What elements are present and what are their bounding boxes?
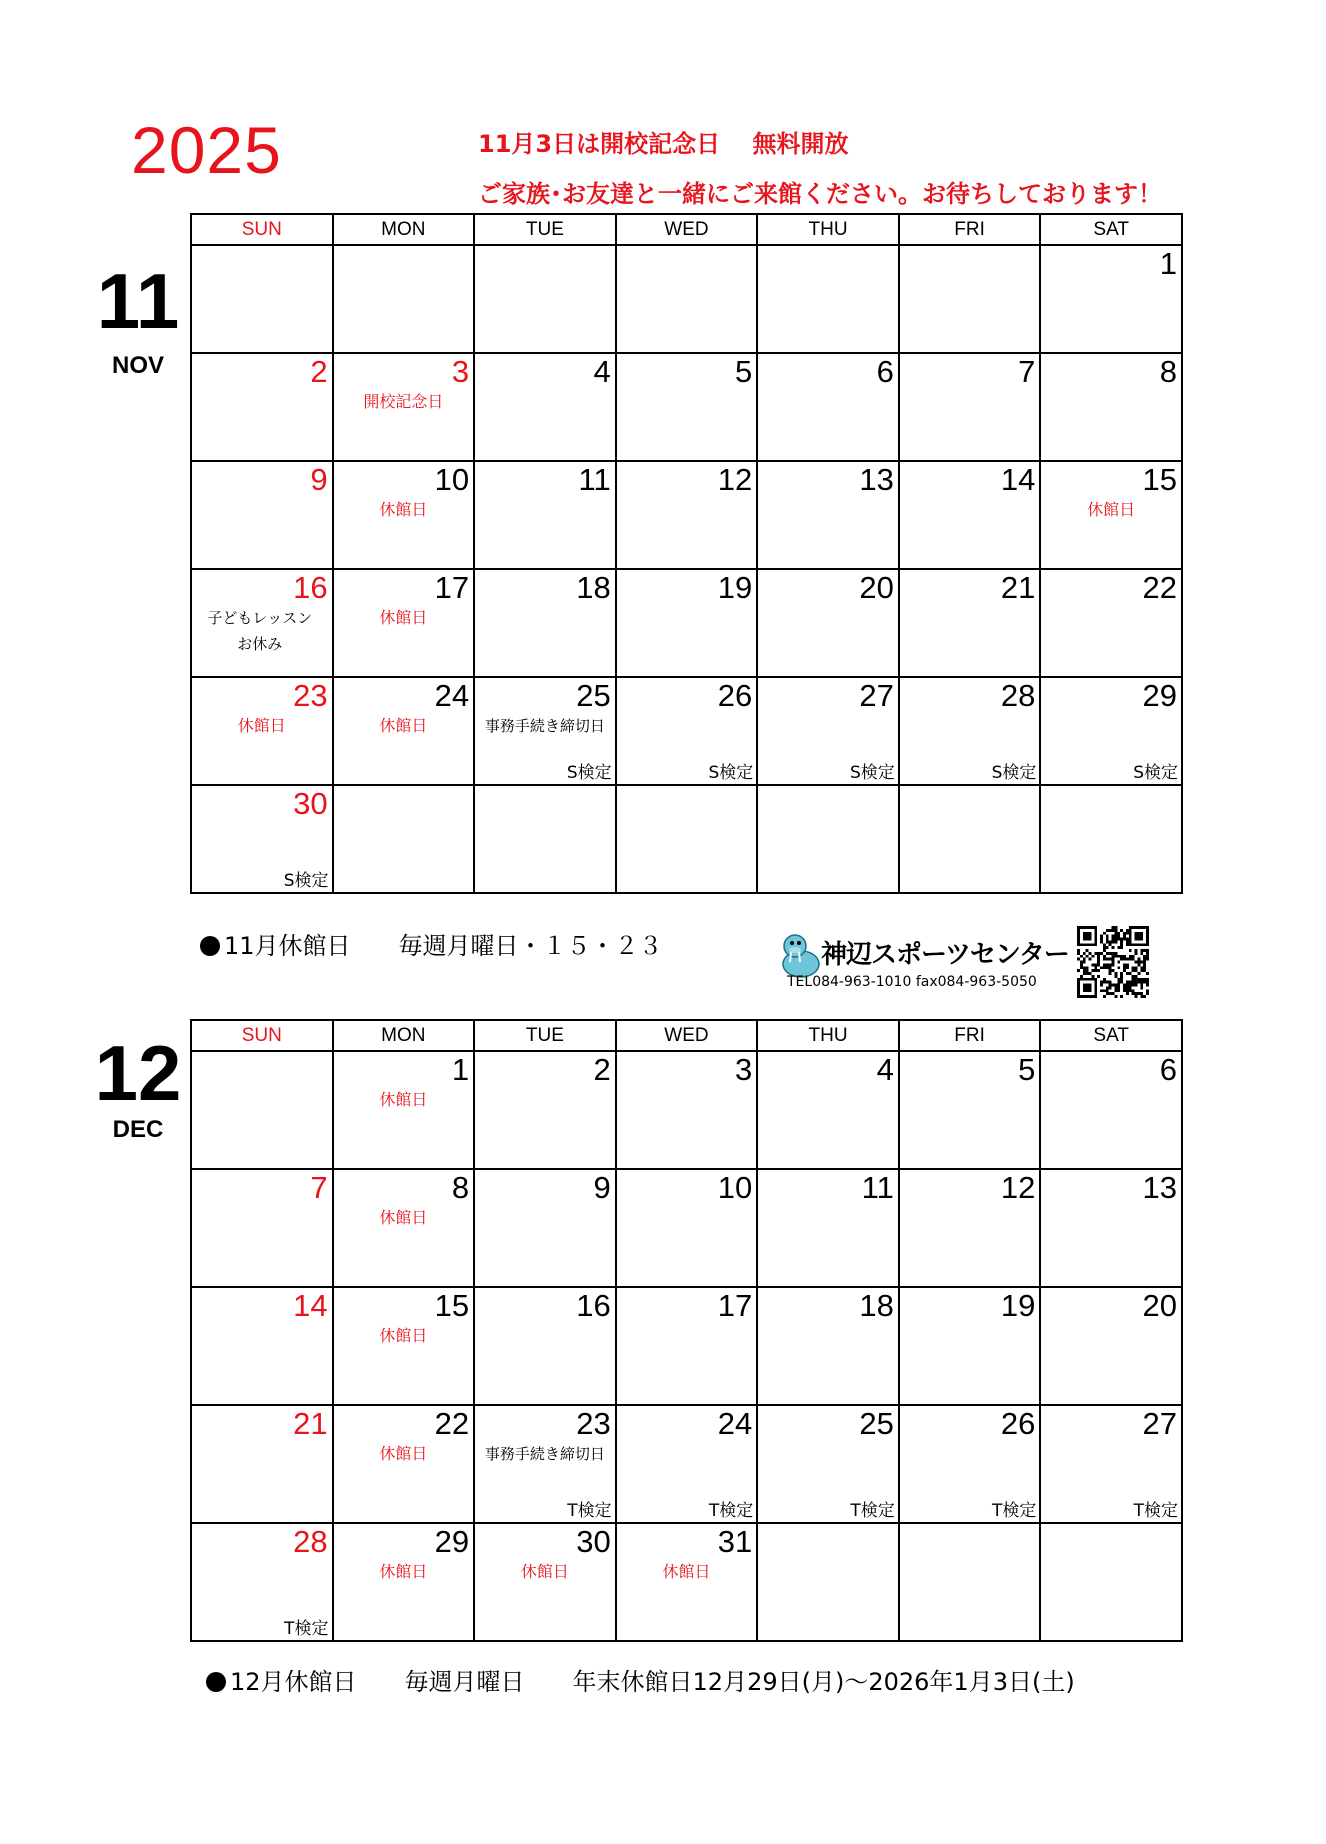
empty-cell	[1040, 785, 1182, 893]
day-event	[1041, 500, 1181, 520]
weekday-header-row	[191, 1020, 1182, 1051]
day-number: 17	[717, 1288, 753, 1323]
day-event-text: 休館日	[379, 500, 428, 519]
day-number: 16	[293, 570, 328, 605]
notice-anniversary: 11月3日は開校記念日 無料開放	[478, 130, 849, 158]
day-cell	[616, 461, 758, 569]
day-event-text: 休館日	[379, 1562, 428, 1581]
week-row	[191, 353, 1182, 461]
day-cell	[191, 1287, 333, 1405]
day-cell	[191, 569, 333, 677]
empty-cell	[333, 785, 475, 893]
day-cell	[757, 461, 899, 569]
weekday-header: THU	[757, 214, 899, 245]
day-event	[475, 1444, 615, 1464]
walrus-mascot-icon	[775, 930, 823, 980]
day-cell	[191, 461, 333, 569]
weekday-header: SUN	[191, 1020, 333, 1051]
day-number: 1	[451, 1052, 470, 1087]
day-number: 19	[1000, 1288, 1036, 1323]
qr-code-icon	[1077, 924, 1149, 1000]
day-number: 22	[434, 1406, 470, 1441]
day-cell	[1040, 245, 1182, 353]
day-number: 13	[859, 462, 894, 497]
day-cell	[899, 461, 1041, 569]
day-event-text: 休館日	[379, 716, 428, 735]
week-row	[191, 677, 1182, 785]
day-number: 19	[717, 570, 753, 605]
center-logo	[775, 924, 1075, 994]
day-event	[334, 1444, 474, 1464]
week-row	[191, 245, 1182, 353]
empty-cell	[757, 245, 899, 353]
weekday-header: WED	[616, 1020, 758, 1051]
day-cell	[616, 353, 758, 461]
day-event	[334, 1090, 474, 1110]
day-cell	[474, 1287, 616, 1405]
day-cell	[474, 1051, 616, 1169]
day-event-text: 休館日	[237, 716, 286, 735]
day-cell	[616, 1405, 758, 1523]
day-number: 7	[310, 1170, 328, 1205]
notice-invitation: ご家族･お友達と一緒にご来館ください。お待ちしております！	[478, 180, 1162, 208]
exam-tag: T検定	[850, 1501, 895, 1521]
day-cell	[616, 1169, 758, 1287]
day-cell	[899, 1169, 1041, 1287]
day-cell	[757, 1169, 899, 1287]
day-cell	[1040, 569, 1182, 677]
day-number: 2	[593, 1052, 611, 1087]
day-cell	[191, 677, 333, 785]
weekday-header-row	[191, 214, 1182, 245]
day-cell	[333, 1405, 475, 1523]
day-number: 29	[434, 1524, 470, 1559]
footnote-december-text: 12月休館日 毎週月曜日 年末休館日12月29日(月)～2026年1月3日(土)	[230, 1668, 1075, 1696]
footnote-november-text: 11月休館日 毎週月曜日・１５・２３	[224, 932, 663, 960]
day-number: 15	[1142, 462, 1177, 497]
day-cell	[474, 1405, 616, 1523]
weekday-header: MON	[333, 214, 475, 245]
week-row	[191, 1169, 1182, 1287]
exam-tag: S検定	[991, 763, 1037, 783]
day-number: 14	[1000, 462, 1036, 497]
empty-cell	[899, 1523, 1041, 1641]
day-cell	[333, 1287, 475, 1405]
day-cell	[474, 569, 616, 677]
day-cell	[333, 353, 475, 461]
empty-cell	[616, 785, 758, 893]
day-cell	[474, 1523, 616, 1641]
day-number: 26	[1000, 1406, 1036, 1441]
day-event-text-2: お休み	[237, 635, 283, 653]
day-event	[334, 1326, 474, 1346]
day-cell	[899, 1405, 1041, 1523]
day-number: 6	[1159, 1052, 1177, 1087]
day-number: 20	[859, 570, 894, 605]
day-number: 25	[859, 1406, 894, 1441]
day-cell	[616, 1523, 758, 1641]
day-cell	[333, 461, 475, 569]
day-cell	[1040, 1169, 1182, 1287]
day-event	[617, 1562, 757, 1582]
day-cell	[899, 1051, 1041, 1169]
day-cell	[333, 1051, 475, 1169]
bullet-icon	[206, 1672, 226, 1692]
day-number: 30	[293, 786, 328, 821]
weekday-header: FRI	[899, 1020, 1041, 1051]
weekday-header: SAT	[1040, 1020, 1182, 1051]
day-cell	[616, 569, 758, 677]
day-cell	[191, 1405, 333, 1523]
day-event	[334, 716, 474, 736]
day-number: 11	[578, 462, 611, 497]
day-number: 12	[1000, 1170, 1036, 1205]
bullet-icon	[200, 936, 220, 956]
day-number: 9	[310, 462, 328, 497]
day-number: 4	[593, 354, 611, 389]
day-event	[334, 608, 474, 628]
day-number: 22	[1142, 570, 1177, 605]
weekday-header: MON	[333, 1020, 475, 1051]
day-cell	[757, 1405, 899, 1523]
day-cell	[333, 1523, 475, 1641]
day-cell	[474, 353, 616, 461]
empty-cell	[191, 245, 333, 353]
day-cell	[1040, 1405, 1182, 1523]
empty-cell	[899, 245, 1041, 353]
month-abbr-november: NOV	[111, 352, 164, 379]
day-number: 10	[717, 1170, 753, 1205]
calendar-december	[190, 1019, 1183, 1642]
day-number: 10	[434, 462, 470, 497]
day-cell	[333, 1169, 475, 1287]
day-number: 1	[1159, 246, 1177, 281]
calendar-november	[190, 213, 1183, 894]
day-number: 5	[1018, 1052, 1036, 1087]
day-event-text: 休館日	[520, 1562, 569, 1581]
exam-tag: S検定	[1133, 763, 1178, 783]
day-cell	[1040, 677, 1182, 785]
day-number: 18	[576, 570, 611, 605]
day-cell	[191, 1169, 333, 1287]
week-row	[191, 1051, 1182, 1169]
day-event-text: 事務手続き締切日	[484, 717, 605, 735]
footnote-december	[206, 1662, 1075, 1697]
day-cell	[333, 569, 475, 677]
day-number: 30	[576, 1524, 611, 1559]
day-event	[190, 608, 330, 654]
day-number: 3	[451, 354, 470, 389]
empty-cell	[474, 785, 616, 893]
day-cell	[616, 677, 758, 785]
day-number: 2	[310, 354, 328, 389]
day-cell	[757, 569, 899, 677]
year-heading: 2025	[131, 113, 282, 187]
day-cell	[616, 1051, 758, 1169]
day-number: 12	[717, 462, 753, 497]
day-event-text: 休館日	[379, 608, 428, 627]
day-number: 8	[451, 1170, 470, 1205]
day-number: 27	[1142, 1406, 1177, 1441]
day-event-text: 休館日	[379, 1208, 428, 1227]
day-event	[334, 500, 474, 520]
exam-tag: S検定	[283, 871, 329, 891]
empty-cell	[1040, 1523, 1182, 1641]
day-event-text: 開校記念日	[363, 392, 444, 411]
week-row	[191, 1287, 1182, 1405]
exam-tag: T検定	[567, 1501, 612, 1521]
day-cell	[757, 677, 899, 785]
day-cell	[1040, 1051, 1182, 1169]
day-event-text: 休館日	[379, 1090, 428, 1109]
day-number: 24	[717, 1406, 753, 1441]
footnote-november	[200, 926, 663, 961]
week-row	[191, 1523, 1182, 1641]
empty-cell	[474, 245, 616, 353]
weekday-header: SAT	[1040, 214, 1182, 245]
week-row	[191, 569, 1182, 677]
day-number: 21	[1000, 570, 1036, 605]
day-cell	[1040, 1287, 1182, 1405]
day-cell	[333, 677, 475, 785]
day-cell	[474, 461, 616, 569]
day-number: 11	[861, 1170, 894, 1205]
day-number: 6	[876, 354, 894, 389]
weekday-header: FRI	[899, 214, 1041, 245]
empty-cell	[757, 1523, 899, 1641]
day-event-text: 休館日	[662, 1562, 711, 1581]
month-number-december: 12	[94, 1029, 182, 1117]
day-event-text: 休館日	[379, 1326, 428, 1345]
day-number: 16	[576, 1288, 611, 1323]
day-cell	[899, 677, 1041, 785]
exam-tag: T検定	[284, 1619, 329, 1639]
empty-cell	[333, 245, 475, 353]
day-cell	[191, 353, 333, 461]
exam-tag: T検定	[991, 1501, 1037, 1521]
day-number: 14	[293, 1288, 328, 1323]
day-event-text: 事務手続き締切日	[484, 1445, 605, 1463]
day-number: 29	[1142, 678, 1177, 713]
month-abbr-december: DEC	[112, 1116, 164, 1143]
center-name: 神辺スポーツセンター	[821, 940, 1069, 970]
day-number: 4	[876, 1052, 894, 1087]
exam-tag: S検定	[850, 763, 895, 783]
day-number: 23	[293, 678, 328, 713]
day-event-text: 休館日	[379, 1444, 428, 1463]
day-cell	[899, 569, 1041, 677]
day-number: 5	[735, 354, 753, 389]
day-cell	[474, 1169, 616, 1287]
day-number: 3	[735, 1052, 753, 1087]
day-cell	[191, 1523, 333, 1641]
empty-cell	[191, 1051, 333, 1169]
month-number-november: 11	[96, 257, 180, 345]
empty-cell	[616, 245, 758, 353]
day-event	[475, 1562, 615, 1582]
day-cell	[757, 1287, 899, 1405]
weekday-header: SUN	[191, 214, 333, 245]
day-number: 9	[593, 1170, 611, 1205]
weekday-header: TUE	[474, 214, 616, 245]
week-row	[191, 1405, 1182, 1523]
center-contact: TEL084-963-1010 fax084-963-5050	[787, 974, 1037, 990]
day-cell	[757, 1051, 899, 1169]
exam-tag: T検定	[708, 1501, 754, 1521]
day-number: 28	[293, 1524, 328, 1559]
day-cell	[899, 1287, 1041, 1405]
day-cell	[474, 677, 616, 785]
day-number: 20	[1142, 1288, 1177, 1323]
day-cell	[191, 785, 333, 893]
week-row	[191, 461, 1182, 569]
day-number: 17	[434, 570, 470, 605]
exam-tag: S検定	[566, 763, 612, 783]
day-number: 21	[293, 1406, 328, 1441]
day-number: 8	[1159, 354, 1177, 389]
exam-tag: S検定	[708, 763, 754, 783]
day-cell	[616, 1287, 758, 1405]
day-cell	[1040, 461, 1182, 569]
day-number: 26	[717, 678, 753, 713]
empty-cell	[757, 785, 899, 893]
day-number: 13	[1142, 1170, 1177, 1205]
day-cell	[899, 353, 1041, 461]
day-event	[475, 716, 615, 736]
weekday-header: TUE	[474, 1020, 616, 1051]
day-event	[192, 716, 332, 736]
day-number: 7	[1018, 354, 1036, 389]
week-row	[191, 785, 1182, 893]
weekday-header: THU	[757, 1020, 899, 1051]
day-number: 18	[859, 1288, 894, 1323]
day-number: 23	[576, 1406, 611, 1441]
day-event	[334, 392, 474, 412]
day-number: 24	[434, 678, 470, 713]
day-number: 25	[576, 678, 611, 713]
day-event-text: 子どもレッスン	[207, 609, 313, 627]
day-event	[334, 1208, 474, 1228]
day-number: 15	[434, 1288, 470, 1323]
day-event-text: 休館日	[1087, 500, 1136, 519]
exam-tag: T検定	[1133, 1501, 1178, 1521]
day-number: 31	[717, 1524, 753, 1559]
day-cell	[757, 353, 899, 461]
day-event	[334, 1562, 474, 1582]
day-number: 28	[1000, 678, 1036, 713]
day-number: 27	[859, 678, 894, 713]
day-cell	[1040, 353, 1182, 461]
weekday-header: WED	[616, 214, 758, 245]
empty-cell	[899, 785, 1041, 893]
